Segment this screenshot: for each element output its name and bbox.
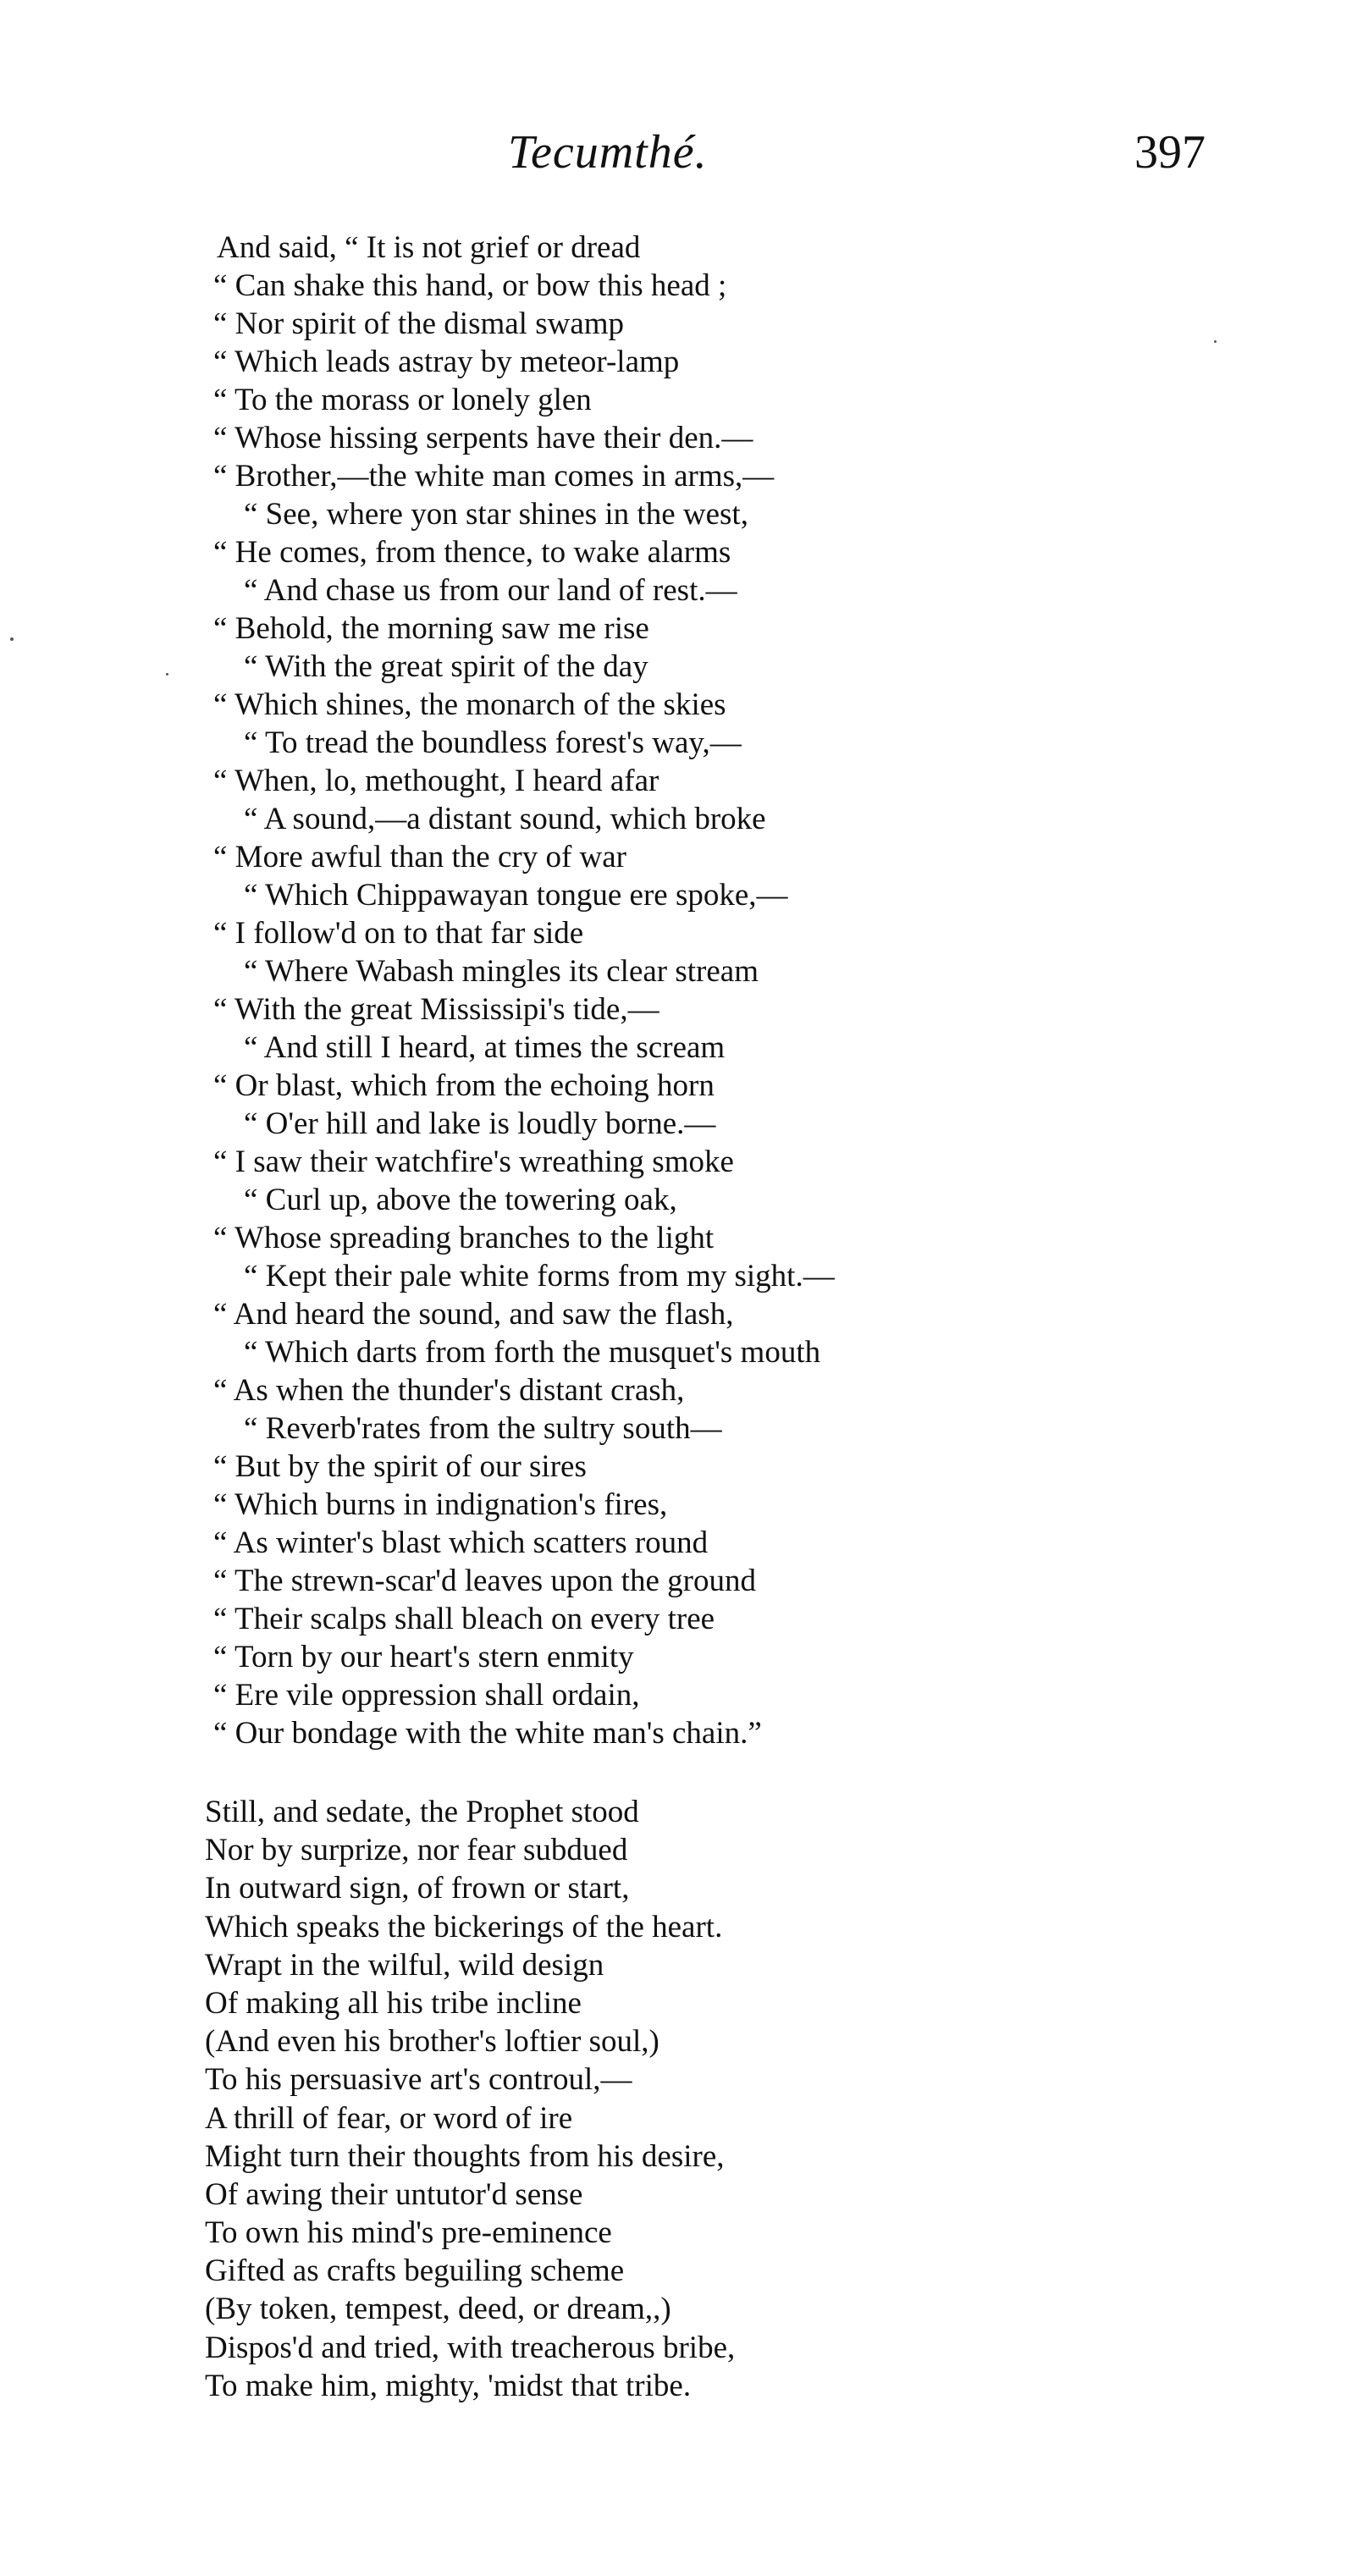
poem-line: (By token, tempest, deed, or dream,,) — [205, 2292, 671, 2327]
poem-line: To make him, mighty, 'midst that tribe. — [205, 2368, 692, 2403]
poem-line: “ Torn by our heart's stern enmity — [213, 1640, 634, 1674]
poem-line: Gifted as crafts beguiling scheme — [205, 2253, 625, 2289]
poem-line: Of awing their untutor'd sense — [205, 2176, 583, 2212]
poem-line: Still, and sedate, the Prophet stood — [205, 1795, 639, 1829]
print-speck — [1214, 340, 1217, 343]
poem-line: “ I follow'd on to that far side — [213, 916, 584, 951]
poem-line: “ Ere vile oppression shall ordain, — [213, 1678, 640, 1713]
poem-line: “ Curl up, above the towering oak, — [244, 1183, 677, 1217]
print-speck — [166, 673, 168, 676]
poem-line: “ When, lo, methought, I heard afar — [213, 764, 659, 798]
poem-line: “ Our bondage with the white man's chain.” — [213, 1716, 762, 1751]
poem-line: “ And chase us from our land of rest.— — [244, 573, 737, 608]
poem-line: “ But by the spirit of our sires — [213, 1449, 587, 1484]
poem-line: To own his mind's pre-eminence — [205, 2215, 612, 2251]
poem-line: “ Which leads astray by meteor-lamp — [213, 345, 680, 379]
poem-line: “ With the great spirit of the day — [244, 649, 648, 684]
poem-line: “ And heard the sound, and saw the flash, — [213, 1297, 734, 1332]
poem-line: “ Their scalps shall bleach on every tree — [213, 1602, 715, 1636]
poem-line: “ He comes, from thence, to wake alarms — [213, 535, 731, 570]
poem-line: Might turn their thoughts from his desire, — [205, 2138, 725, 2174]
poem-line: “ The strewn-scar'd leaves upon the ground — [213, 1564, 756, 1598]
poem-line: (And even his brother's loftier soul,) — [205, 2024, 659, 2060]
poem-line: “ More awful than the cry of war — [213, 840, 626, 874]
poem-line: To his persuasive art's controul,— — [205, 2062, 632, 2098]
poem-line: And said, “ It is not grief or dread — [217, 230, 641, 265]
poem-line: “ And still I heard, at times the scream — [244, 1030, 726, 1065]
poem-line: Dispos'd and tried, with treacherous bribe, — [205, 2330, 736, 2365]
poem-line: “ Which darts from forth the musquet's mouth — [244, 1335, 821, 1370]
poem-line: In outward sign, of frown or start, — [205, 1871, 630, 1906]
poem-line: “ Nor spirit of the dismal swamp — [213, 306, 625, 341]
poem-line: “ Kept their pale white forms from my sight.— — [244, 1259, 835, 1294]
poem-line: “ A sound,—a distant sound, which broke — [244, 802, 766, 836]
page-number: 397 — [1134, 126, 1206, 179]
poem-line: “ To tread the boundless forest's way,— — [244, 725, 742, 760]
poem-line: “ To the morass or lonely glen — [213, 383, 592, 417]
poem-line: “ See, where yon star shines in the west, — [244, 497, 748, 532]
poem-line: “ Which shines, the monarch of the skies — [213, 687, 726, 722]
poem-line: “ With the great Mississipi's tide,— — [213, 992, 659, 1027]
stanza-prophet — [0, 1793, 1363, 2405]
poem-line: Nor by surprize, nor fear subdued — [205, 1833, 628, 1868]
poem-line: Which speaks the bickerings of the heart. — [205, 1909, 723, 1944]
poem-line: “ Or blast, which from the echoing horn — [213, 1068, 715, 1103]
poem-line: “ Whose hissing serpents have their den.— — [213, 421, 753, 455]
poem-line: Of making all his tribe incline — [205, 1985, 582, 2021]
poem-line: “ As winter's blast which scatters round — [213, 1525, 709, 1560]
poem-line: “ Which Chippawayan tongue ere spoke,— — [244, 878, 788, 913]
poem-line: “ I saw their watchfire's wreathing smoke — [213, 1145, 734, 1179]
poem-line: “ Reverb'rates from the sultry south— — [244, 1411, 722, 1446]
running-title: Tecumthé. — [508, 126, 708, 179]
running-head — [0, 125, 1363, 185]
poem-line: A thrill of fear, or word of ire — [205, 2100, 573, 2136]
poem-line: “ Whose spreading branches to the light — [213, 1221, 715, 1255]
poem-line: “ Brother,—the white man comes in arms,— — [213, 459, 775, 494]
stanza-tecumthe-speech — [0, 229, 1363, 1752]
poem-line: “ As when the thunder's distant crash, — [213, 1373, 685, 1408]
poem-line: “ O'er hill and lake is loudly borne.— — [244, 1106, 716, 1141]
print-speck — [10, 637, 14, 641]
poem-line: “ Can shake this hand, or bow this head ; — [213, 268, 727, 303]
poem-line: Wrapt in the wilful, wild design — [205, 1947, 604, 1983]
poem-line: “ Behold, the morning saw me rise — [213, 611, 649, 646]
poem-line: “ Which burns in indignation's fires, — [213, 1487, 668, 1522]
poem-line: “ Where Wabash mingles its clear stream — [244, 954, 759, 989]
